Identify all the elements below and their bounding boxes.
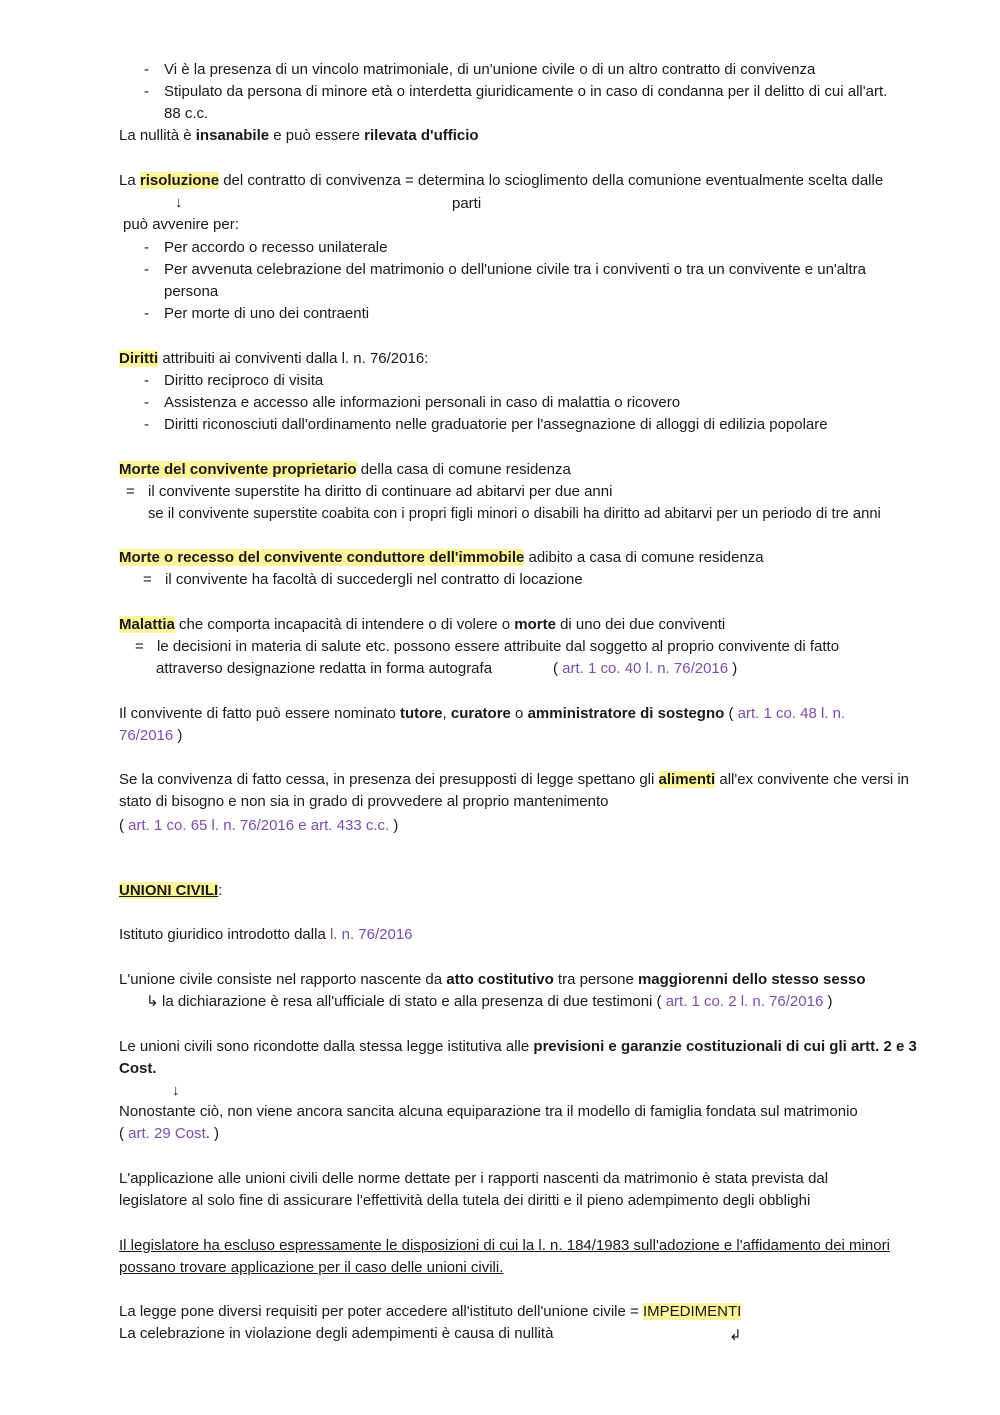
esclusione-adozione-line: Il legislatore ha escluso espressamente le disposizioni di cui la l. n. 184/1983 sull'adozione e l'affidamento dei minori — [119, 1237, 890, 1254]
avvenire-line: può avvenire per: — [123, 216, 239, 233]
bullet-graduatorie: Diritti riconosciuti dall'ordinamento nelle graduatorie per l'assegnazione di alloggi di edilizia popolare — [164, 416, 828, 433]
law-reference: l. n. 76/2016 — [329, 926, 413, 943]
alimenti-line: Se la convivenza di fatto cessa, in presenza dei presupposti di legge spettano gli alimenti all'ex convivente che versi in — [119, 771, 909, 788]
garanzie-line: Le unioni civili sono ricondotte dalla stessa legge istitutiva alle previsioni e garanzie costituzionali di cui gli artt. 2 e 3 — [119, 1038, 917, 1055]
dichiarazione-line: la dichiarazione è resa all'ufficiale di stato e alla presenza di due testimoni ( art. 1 co. 2 l. n. 76/2016 ) — [162, 993, 833, 1010]
law-reference: art. 1 co. 65 l. n. 76/2016 e art. 433 c.c. — [128, 817, 390, 834]
highlight-conduttore: Morte o recesso del convivente conduttore dell'immobile — [119, 549, 525, 566]
bullet-celebrazione: Per avvenuta celebrazione del matrimonio o dell'unione civile tra i conviventi o tra un convivente e un'altra — [164, 261, 866, 278]
risoluzione-line: La risoluzione del contratto di convivenza = determina lo scioglimento della comunione eventualmente scelta dalle — [119, 172, 884, 189]
section-heading-unioni-civili: UNIONI CIVILI: — [119, 882, 223, 899]
garanzie-line-cont: Cost. — [119, 1060, 157, 1077]
bullet-accordo: Per accordo o recesso unilaterale — [164, 239, 388, 256]
bullet-celebrazione-cont: persona — [164, 283, 219, 300]
law-reference: art. 1 co. 40 l. n. 76/2016 — [562, 660, 729, 677]
unione-civile-line: L'unione civile consiste nel rapporto nascente da atto costitutivo tra persone maggiorenni dello stesso sesso — [119, 971, 866, 988]
arrow-down-icon: ↓ — [175, 194, 183, 211]
parti-word: parti — [452, 195, 482, 212]
return-arrow-icon: ↲ — [729, 1327, 742, 1344]
bullet-minore-eta-cont: 88 c.c. — [164, 105, 209, 122]
bullet-dash: - — [144, 305, 149, 322]
equiparazione-line: Nonostante ciò, non viene ancora sancita alcuna equiparazione tra il modello di famiglia fondata sul matrimonio — [119, 1103, 858, 1120]
bullet-dash: - — [144, 261, 149, 278]
highlight-diritti: Diritti — [119, 350, 159, 367]
highlight-alimenti: alimenti — [658, 771, 716, 788]
law-reference: 76/2016 — [119, 727, 174, 744]
bullet-dash: - — [144, 394, 149, 411]
citation-art29: ( art. 29 Cost. ) — [119, 1125, 220, 1142]
tutore-line: Il convivente di fatto può essere nominato tutore, curatore o amministratore di sostegno ( art. 1 co. 48 l. n. — [119, 705, 846, 722]
applicazione-line: L'applicazione alle unioni civili delle norme dettate per i rapporti nascenti da matrimonio è stata prevista dal — [119, 1170, 829, 1187]
citation-art1-co40: ( art. 1 co. 40 l. n. 76/2016 ) — [553, 660, 738, 677]
bullet-minore-eta: Stipulato da persona di minore età o interdetta giuridicamente o in caso di condanna per il delitto di cui all'art. — [164, 83, 888, 100]
designazione-line: attraverso designazione redatta in forma autografa — [156, 660, 493, 677]
highlight-impedimenti: IMPEDIMENTI — [642, 1303, 742, 1320]
law-reference: art. 1 co. 48 l. n. — [737, 705, 846, 722]
citation-art1-co65: ( art. 1 co. 65 l. n. 76/2016 e art. 433 c.c. ) — [119, 817, 399, 834]
bullet-dash: - — [144, 83, 149, 100]
hook-arrow-icon: ↳ — [146, 993, 159, 1010]
highlight-unioni-civili: UNIONI CIVILI — [119, 882, 219, 899]
arrow-down-icon: ↓ — [172, 1082, 180, 1099]
succedergli-line: il convivente ha facoltà di succedergli nel contratto di locazione — [165, 571, 583, 588]
bullet-assistenza: Assistenza e accesso alle informazioni personali in caso di malattia o ricovero — [164, 394, 681, 411]
conduttore-line: Morte o recesso del convivente conduttore dell'immobile adibito a casa di comune residenza — [119, 549, 764, 566]
tutore-line-cont: 76/2016 ) — [119, 727, 183, 744]
equals-sign: = — [143, 571, 152, 588]
malattia-line: Malattia che comporta incapacità di intendere o di volere o morte di uno dei due conviventi — [119, 616, 726, 633]
istituto-line: Istituto giuridico introdotto dalla l. n. 76/2016 — [119, 926, 413, 943]
highlight-risoluzione: risoluzione — [139, 172, 220, 189]
morte-proprietario-line: Morte del convivente proprietario della casa di comune residenza — [119, 461, 571, 478]
bullet-dash: - — [144, 61, 149, 78]
superstite-tre-anni: se il convivente superstite coabita con i propri figli minori o disabili ha diritto ad abitarvi per un periodo di tre anni — [148, 506, 881, 522]
requisiti-line: La legge pone diversi requisiti per poter accedere all'istituto dell'unione civile = IMPEDIMENTI — [119, 1303, 742, 1320]
bullet-dash: - — [144, 239, 149, 256]
bullet-morte-contraenti: Per morte di uno dei contraenti — [164, 305, 370, 322]
equals-sign: = — [126, 483, 135, 500]
bullet-visita: Diritto reciproco di visita — [164, 372, 324, 389]
bullet-dash: - — [144, 372, 149, 389]
highlight-malattia: Malattia — [119, 616, 175, 633]
esclusione-adozione-line-cont: possano trovare applicazione per il caso delle unioni civili. — [119, 1259, 504, 1276]
decisioni-salute-line: le decisioni in materia di salute etc. possono essere attribuite dal soggetto al proprio convivente di fatto — [157, 638, 840, 655]
law-reference: art. 1 co. 2 l. n. 76/2016 — [665, 993, 824, 1010]
bisogno-line: stato di bisogno e non sia in grado di provvedere al proprio mantenimento — [119, 793, 609, 810]
celebrazione-nullita-line: La celebrazione in violazione degli adempimenti è causa di nullità — [119, 1325, 554, 1342]
diritti-line: Diritti attribuiti ai conviventi dalla l. n. 76/2016: — [119, 350, 429, 367]
equals-sign: = — [135, 638, 144, 655]
bullet-dash: - — [144, 416, 149, 433]
nullita-line: La nullità è insanabile e può essere rilevata d'ufficio — [119, 127, 479, 144]
law-reference: art. 29 Cost — [128, 1125, 206, 1142]
highlight-morte-proprietario: Morte del convivente proprietario — [119, 461, 357, 478]
applicazione-line-cont: legislatore al solo fine di assicurare l'effettività della tutela dei diritti e il pieno adempimento degli obblighi — [119, 1192, 811, 1209]
bullet-vincolo: Vi è la presenza di un vincolo matrimoniale, di un'unione civile o di un altro contratto di convivenza — [164, 61, 816, 78]
superstite-due-anni: il convivente superstite ha diritto di continuare ad abitarvi per due anni — [148, 483, 613, 500]
